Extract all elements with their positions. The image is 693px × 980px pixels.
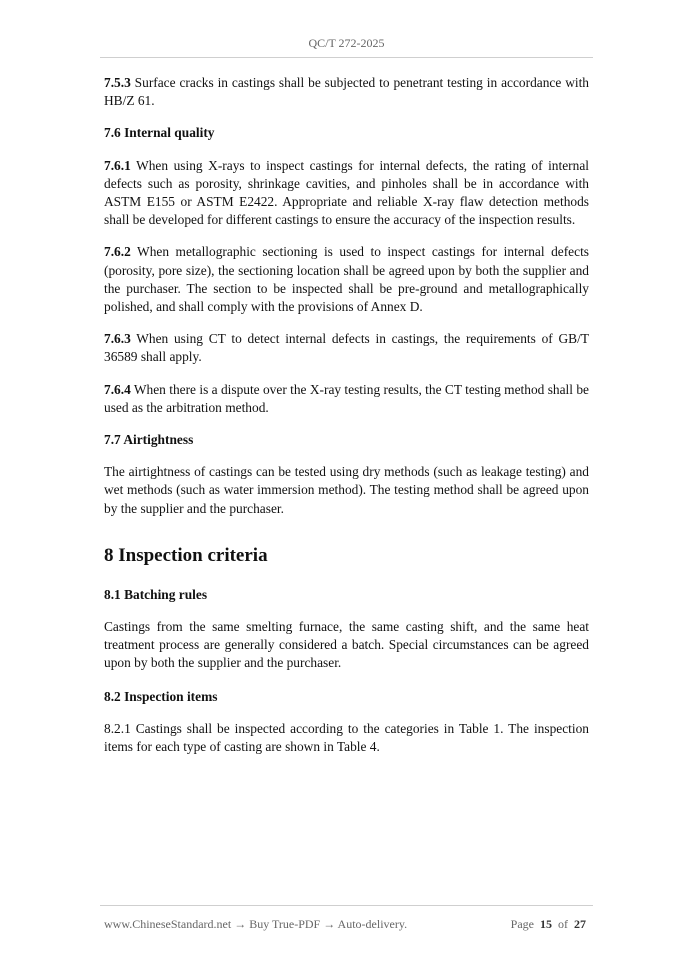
of-label: of xyxy=(558,917,568,931)
clause-number: 7.5.3 xyxy=(104,75,131,90)
clause-7-6-1 xyxy=(104,157,589,230)
clause-text: When metallographic sectioning is used to inspect castings for internal defects (porosity, pore size), the sectioning location shall be agreed upon by both the supplier and the purchaser. The section to be inspected shall be pre-ground and metallographically polished, and shall comply with the provisions of Annex D. xyxy=(104,244,589,315)
page-content xyxy=(104,74,589,756)
page-label: Page xyxy=(510,917,534,931)
page-number xyxy=(511,917,586,932)
clause-text: When there is a dispute over the X-ray testing results, the CT testing method shall be used as the arbitration method. xyxy=(104,381,589,415)
footer-promo-link[interactable]: www.ChineseStandard.net → Buy True-PDF → Auto-delivery. xyxy=(104,917,408,931)
header-divider xyxy=(100,57,593,58)
clause-number: 7.6.3 xyxy=(104,331,131,347)
clause-text: When using X-rays to inspect castings for internal defects, the rating of internal defects such as porosity, shrinkage cavities, and pinholes shall be in accordance with ASTM E155 or ASTM E2422. Appropriate and reliable X-ray flaw detection methods shall be developed for different castings to ensure the accuracy of the inspection results. xyxy=(104,157,589,228)
heading-8-2: 8.2 Inspection items xyxy=(104,688,218,704)
heading-8-1: 8.1 Batching rules xyxy=(104,586,208,602)
clause-7-5-3 xyxy=(104,74,589,110)
page-header: QC/T 272-2025 xyxy=(308,36,385,50)
clause-number: 7.6.4 xyxy=(104,381,131,397)
clause-text: Surface cracks in castings shall be subjected to penetrant testing in accordance with HB/Z 61. xyxy=(104,75,589,109)
clause-number: 7.6.1 xyxy=(104,157,131,173)
clause-number: 7.6.2 xyxy=(104,244,131,260)
clause-text: When using CT to detect internal defects in castings, the requirements of GB/T 36589 shall apply. xyxy=(104,331,589,365)
heading-8: 8 Inspection criteria xyxy=(104,544,268,566)
clause-7-6-2 xyxy=(104,243,589,316)
total-pages: 27 xyxy=(574,917,586,931)
current-page: 15 xyxy=(540,917,552,931)
paragraph-8-1: Castings from the same smelting furnace, the same casting shift, and the same heat treatment process are generally considered a batch. Special circumstances can be agreed upon by both the supplier and the purchaser. xyxy=(104,619,589,671)
footer-divider xyxy=(100,905,593,906)
clause-7-6-3 xyxy=(104,330,589,366)
heading-7-6: 7.6 Internal quality xyxy=(104,125,215,141)
heading-7-7: 7.7 Airtightness xyxy=(104,432,194,448)
clause-8-2-1: 8.2.1 Castings shall be inspected according to the categories in Table 1. The inspection items for each type of casting are shown in Table 4. xyxy=(104,720,589,755)
paragraph-7-7: The airtightness of castings can be tested using dry methods (such as leakage testing) and wet methods (such as water immersion method). The testing method shall be agreed upon by the supplier and the purchaser. xyxy=(104,464,589,516)
clause-7-6-4 xyxy=(104,381,589,417)
